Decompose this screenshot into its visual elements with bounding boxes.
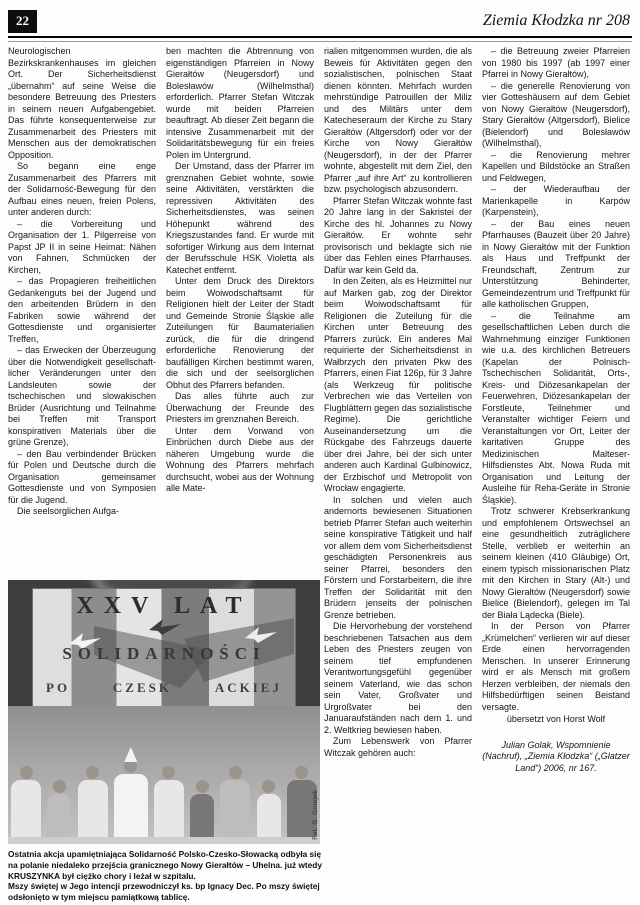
journal-title: Ziemia Kłodzka nr 208 [482, 12, 630, 29]
paragraph: ben machten die Abtrennung von eigenständigen Pfarreien in Nowy Gierałtów (Neugersdorf) und Bolesławów (Wilhelmsthal) erforderlich. Pfarrer Stefan Witczak wurde mit beiden Pfarreien beauftragt. Ab dieser Zeit begann die intensive Zusammenarbeit mit der Solidaritätsbewegung für ein freies Polen im Untergrund. [166, 46, 314, 160]
paragraph: – das Propagieren freiheitlichen Gedankenguts bei der Jugend und den arbeitenden Brüdern in den Fabriken sowie während der Gottesdienste und organisierter Treffen, [8, 276, 156, 344]
banner-word: CZESK [112, 680, 172, 695]
dove-icon [148, 618, 184, 638]
bishop-figure [114, 747, 148, 838]
paragraph: Die Hervorhebung der vorstehend beschriebenen Tatsachen aus dem Leben des Priesters zeugen von seinem tief empfundenen Verantwortungsgefühl gegenüber seinem Vaterland, wie das schon sein Vater, Großvater und Urgroßvater bei den Januaraufständen nach dem 1. und 2. Weltkrieg bewiesen haben. [324, 621, 472, 735]
person-figure [47, 780, 71, 838]
paragraph: – den Bau verbindender Brücken für Polen und Deutsche durch die Organisation gemeinsamer Gottesdienste und von Symposien für die Jugend. [8, 448, 156, 505]
paragraph: Der Umstand, dass der Pfarrer im grenznahen Gebiet wohnte, sowie seine Aktivitäten, verstärkten die repressiven Aktivitäten des Sicherheitsdienstes, was seinen Höhepunkt während des Kriegszustandes fand. Er wurde mit sofortiger Wirkung aus dem Internat der Berufsschule HSK Violetta als Katechet entfernt. [166, 161, 314, 275]
page-number: 22 [8, 10, 37, 33]
photo-caption [8, 849, 322, 903]
paragraph: Zum Lebenswerk von Pfarrer Witczak gehören auch: [324, 736, 472, 758]
paragraph: Neurologischen Bezirkskrankenhauses im gleichen Ort. Der Sicherheitsdienst „übernahm“ auf seine Weise die besondere Betreuung des Priesters in seinem neuen Aufgabengebiet. Das führte konsequenterweise zur Zusammenarbeit des Priesters mit Menschen aus der demokratischen Opposition. [8, 46, 156, 160]
header-rule [8, 36, 632, 38]
photo-credit: Fot. G. Gniejek [312, 790, 319, 840]
dove-icon [244, 626, 280, 646]
text-column-3 [324, 46, 472, 898]
banner-word: PO [46, 680, 71, 695]
paragraph: In den Zeiten, als es Heizmittel nur auf Marken gab, zog der Direktor beim Woiwodschaftsamt für Religionen die Zuteilung für die Kirchen unter Betreuung des Pfarrers zurück. Ein anderes Mal requirierte der Sicherheitsdienst in Wałbrzych den privaten Pkw des Pfarrers, einen Fiat 126p, für 3 Jahre (als Werkzeug für politische Verbrechen wie das Verteilen von Flugblättern gegen das sozialistische Regime). Die gerichtliche Auseinandersetzung um die Rückgabe des Fahrzeugs dauerte über drei Jahre, bei der sich unter anderen auch Kardinal Gulbinowicz, der Erzbischof und Metropolit von Wrocław engagierte. [324, 276, 472, 493]
paragraph: Das alles führte auch zur Überwachung der Freunde des Priesters im grenznahen Bereich. [166, 391, 314, 424]
clergy-figure [78, 766, 108, 838]
paragraph: – die generelle Renovierung von vier Gotteshäusern auf dem Gebiet von Nowy Gierałtów (Neugersdorf), Stary Gierałtów (Altgersdorf), Bielice (Bielendorf) und Bolesławów (Wilhelmsthal), [482, 80, 630, 148]
paragraph: In der Person von Pfarrer „Krümelchen“ verlieren wir auf dieser Erde einen hervorragenden Menschen. In unserer Erinnerung wird er als Mensch mit großem Herzen verbleiben, der niemals den Hilfsbedürftigen seinen Beistand versagte. [482, 621, 630, 712]
paragraph: So begann eine enge Zusammenarbeit des Pfarrers mit der Solidarność-Bewegung für den Aufbau eines neuen, freien Polens, unter anderen durch: [8, 161, 156, 217]
paragraph: – der Bau eines neuen Pfarrhauses (Bauzeit über 20 Jahre) in Nowy Gierałtów mit der Funktion als Haus und Treffpunkt der Freundschaft, Zentrum zur Unterstützung Behinderter, Gemeindezentrum und Treffpunkt für alle katholischen Gruppen, [482, 218, 630, 309]
text-column-2 [166, 46, 314, 576]
paragraph: – die Vorbereitung und Organisation der 1. Pilgerreise von Papst JP II in seine Heimat: Nähen von Fahnen, Schmücken der Kirchen, [8, 218, 156, 275]
people-row [8, 747, 320, 838]
solidarity-banner [32, 588, 296, 710]
paragraph: Unter dem Vorwand von Einbrüchen durch Diebe aus der näheren Umgebung wurde die Wohnung des Pfarrers mehrfach durchsucht, wobei aus der Wohnung alle Mate- [166, 425, 314, 493]
caption-paragraph: Mszy świętej w Jego intencji przewodniczył ks. bp Ignacy Dec. Po mszy świętej odsłonięto w tym miejscu pamiątkową tablicę. [8, 881, 320, 903]
person-figure [190, 780, 214, 838]
paragraph: In solchen und vielen auch andernorts bewiesenen Situationen betrieb Pfarrer Stefan auch weiterhin seine konspirative Tätigkeit und half vor allem dem vom Sicherheitsdienst geschädigten Personenkreis aus seiner Pfarrei, besonders den Förstern und Forstarbeitern, die ihre Treffen der Solidarität mit den Brüdern jenseits der polnischen Grenze betrieben. [324, 494, 472, 620]
paragraph: – das Erwecken der Überzeugung über die Notwendigkeit gesellschaft-licher Veränderungen unter den Landsleuten sowie der tschechischen und slowakischen Brüder (Ausrichtung und Teilnahme bei Treffen mit Transport konspirativen Materials über die grüne Grenze), [8, 345, 156, 447]
banner-title-line3 [32, 680, 296, 696]
paragraph: – der Wiederaufbau der Marienkapelle in Karpów (Karpenstein), [482, 184, 630, 217]
translator-note: übersetzt von Horst Wolf [506, 714, 606, 724]
paragraph: Trotz schwerer Krebserkrankung und empfohlenem Ortswechsel an eine gesundheitlich zuträglichere Stelle, verblieb er weiterhin an seinem kleinen (410 Gläubige) Ort, einem typisch missionarischen Platz mit den Kirchen in Stary (Alt-) und Nowy Gierałtów (Neugersdorf) sowie Bielice (Bielendorf), gelegen im Tal der Biała Lądecka (Biele). [482, 506, 630, 620]
banner-title-line1: XXV LAT [76, 593, 252, 619]
paragraph: Pfarrer Stefan Witczak wohnte fast 20 Jahre lang in der Sakristei der Kirche des hl. Johannes zu Nowy Gierałtów. Er wohnte sehr provisorisch und beklagte sich nie über das Fehlen eines Pfarrhauses. Dafür war kein Geld da. [324, 195, 472, 275]
grass-strip [8, 837, 320, 844]
clergy-figure [154, 766, 184, 838]
solidarity-mass-photo [8, 580, 320, 844]
paragraph: Unter dem Druck des Direktors beim Woiwodschaftsamt für Religionen hielt der Leiter der Stadt und Gemeinde Stronie Śląskie alle Zuteilungen für Baumaterialien zurück, die für die dringend erforderliche Renovierung der baufälligen Kirchen bestimmt waren, die sich und der seelsorglichen Obhut des Pfarrers befanden. [166, 276, 314, 390]
banner-word: ACKIEJ [214, 680, 282, 695]
person-figure [257, 780, 281, 838]
text-column-4 [482, 46, 630, 898]
paragraph: – die Teilnahme am gesellschaftlichen Leben durch die Wahrnehmung einziger Funktionen wie u.a. des kirchlichen Betreuers (Kapelan der Polnisch-Tschechischen Solidarität, Orts-, Kreis- und Diözesankapelan der Feuerwehren, Diözesankapelan der Forstleute, Teilnehmer und Veranstalter wichtiger Feiern und Veranstaltungen vor Ort, Leiter der karitativen Gruppe des Medizinischen Malteser-Hilfsdienstes Abt. Nowa Ruda mit Organisation und Leitung der Ausleihe für Reha-Geräte in Stronie Śląskie). [482, 310, 630, 505]
paragraph: – die Renovierung mehrer Kapellen und Bildstöcke an Straßen und Feldwegen, [482, 149, 630, 183]
crowd-area [8, 706, 320, 844]
paragraph: Die seelsorglichen Aufga- [17, 506, 120, 516]
paragraph: – die Betreuung zweier Pfarreien von 1980 bis 1997 (ab 1997 einer Pfarrei in Nowy Gierałtów), [482, 46, 630, 79]
clergy-figure [11, 766, 41, 838]
paragraph: rialien mitgenommen wurden, die als Beweis für Aktivitäten gegen den sozialistischen, polnischen Staat dienen könnten. Mehrfach wurden mehrstündige Patrouillen der Miliz und des Militärs unter dem Katecheseraum der Kirche zu Stary Gierałtów (Altgersdorf) oder vor der Kirche von Nowy Gierałtów (Neugersdorf), in der der Pfarrer wohnte, abgestellt mit dem Ziel, den Pfarrer „auf ihre Art“ zu kontrollieren bzw. psychologisch abzusondern. [324, 46, 472, 194]
mitre-shape [124, 747, 137, 762]
source-attribution: Julian Golak, Wspomnienie (Nachruf), „Ziemia Kłodzka“ („Glatzer Land“) 2006, nr 167. [482, 739, 630, 773]
caption-paragraph: Ostatnia akcja upamiętniająca Solidarność Polsko-Czesko-Słowacką odbyła się na polanie niedaleko przejścia granicznego Nowy Gierałtów – Uhelna. już wtedy KRUSZYNKA był ciężko chory i leżał w szpitalu. [8, 849, 322, 881]
person-figure [220, 766, 250, 838]
text-column-1 [8, 46, 156, 576]
banner-title-line2: SOLIDARNOŚCI [62, 644, 266, 663]
